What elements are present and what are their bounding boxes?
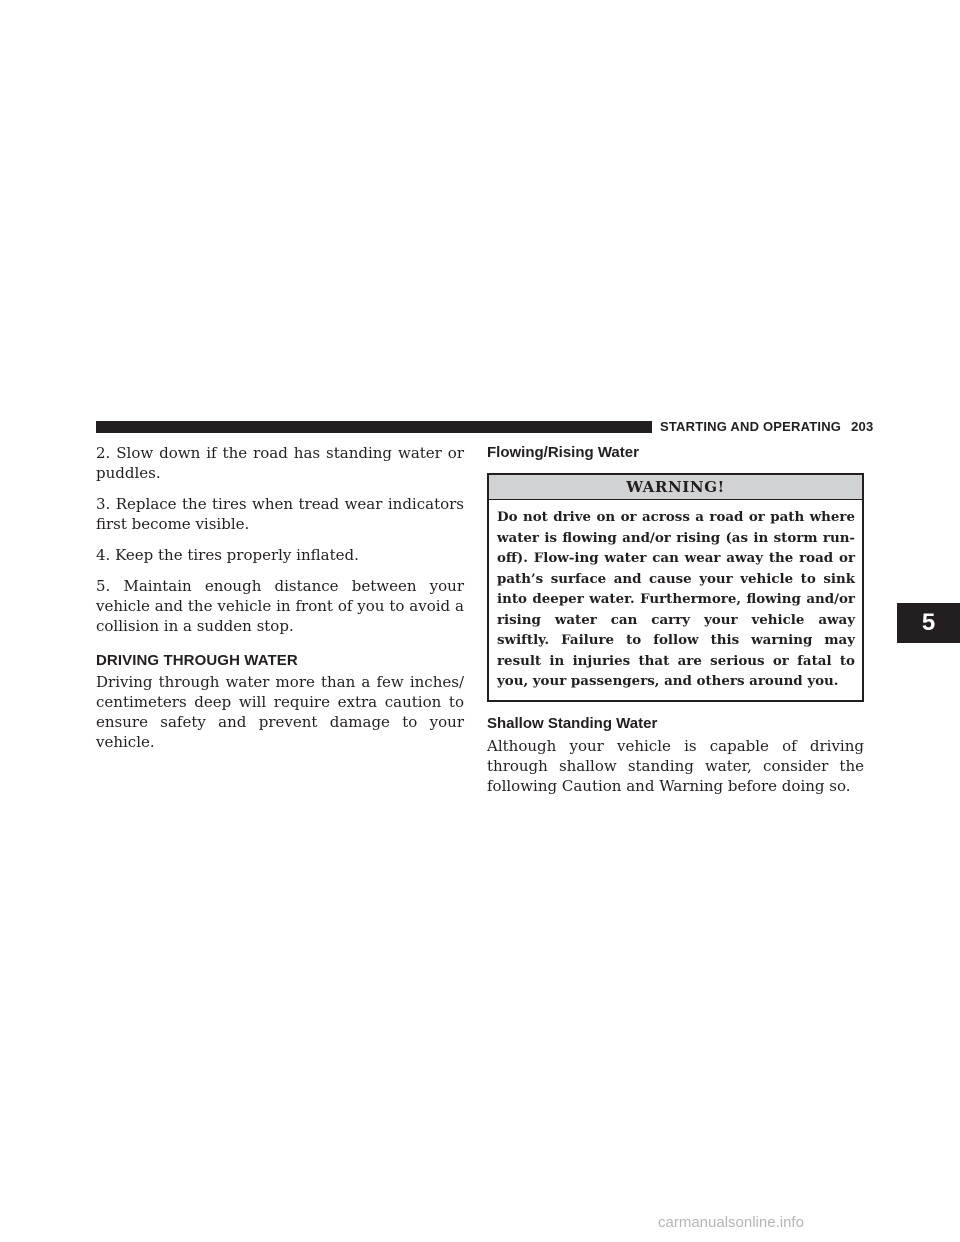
running-header [660, 419, 873, 434]
watermark-link[interactable]: carmanualsonline.info [658, 1214, 804, 1231]
chapter-tab: 5 [897, 603, 960, 643]
section-paragraph: Driving through water more than a few inches/ centimeters deep will require extra caution to ensure safety and prevent damage to your vehicle. [96, 673, 464, 751]
warning-text: Do not drive on or across a road or path where water is flowing and/or rising (as in storm run-off). Flow-ing water can wear away the road or path’s surface and cause your vehicle to sink into deeper water. Furthermore, flowing and/or rising water can carry your vehicle away swiftly. Failure to follow this warning may result in injuries that are serious or fatal to you, your passengers, and others around you. [497, 509, 855, 689]
page-number: 203 [851, 419, 874, 434]
list-item-4: 4. Keep the tires properly inflated. [96, 546, 359, 564]
list-item-3: 3. Replace the tires when tread wear indicators first become visible. [96, 495, 464, 533]
subheading-shallow-standing-water: Shallow Standing Water [487, 714, 658, 732]
list-item-5: 5. Maintain enough distance between your vehicle and the vehicle in front of you to avoid a collision in a sudden stop. [96, 577, 464, 635]
list-item-2: 2. Slow down if the road has standing water or puddles. [96, 444, 464, 482]
section-heading-driving-through-water: DRIVING THROUGH WATER [96, 652, 298, 669]
shallow-water-paragraph: Although your vehicle is capable of driving through shallow standing water, consider the following Caution and Warning before doing so. [487, 736, 864, 795]
subheading-flowing-rising-water: Flowing/Rising Water [487, 444, 639, 461]
header-rule [96, 421, 652, 433]
warning-title: WARNING! [489, 475, 862, 500]
warning-box [487, 473, 864, 702]
header-section-title: STARTING AND OPERATING [660, 419, 842, 434]
left-column [96, 443, 464, 763]
right-column [487, 443, 864, 807]
